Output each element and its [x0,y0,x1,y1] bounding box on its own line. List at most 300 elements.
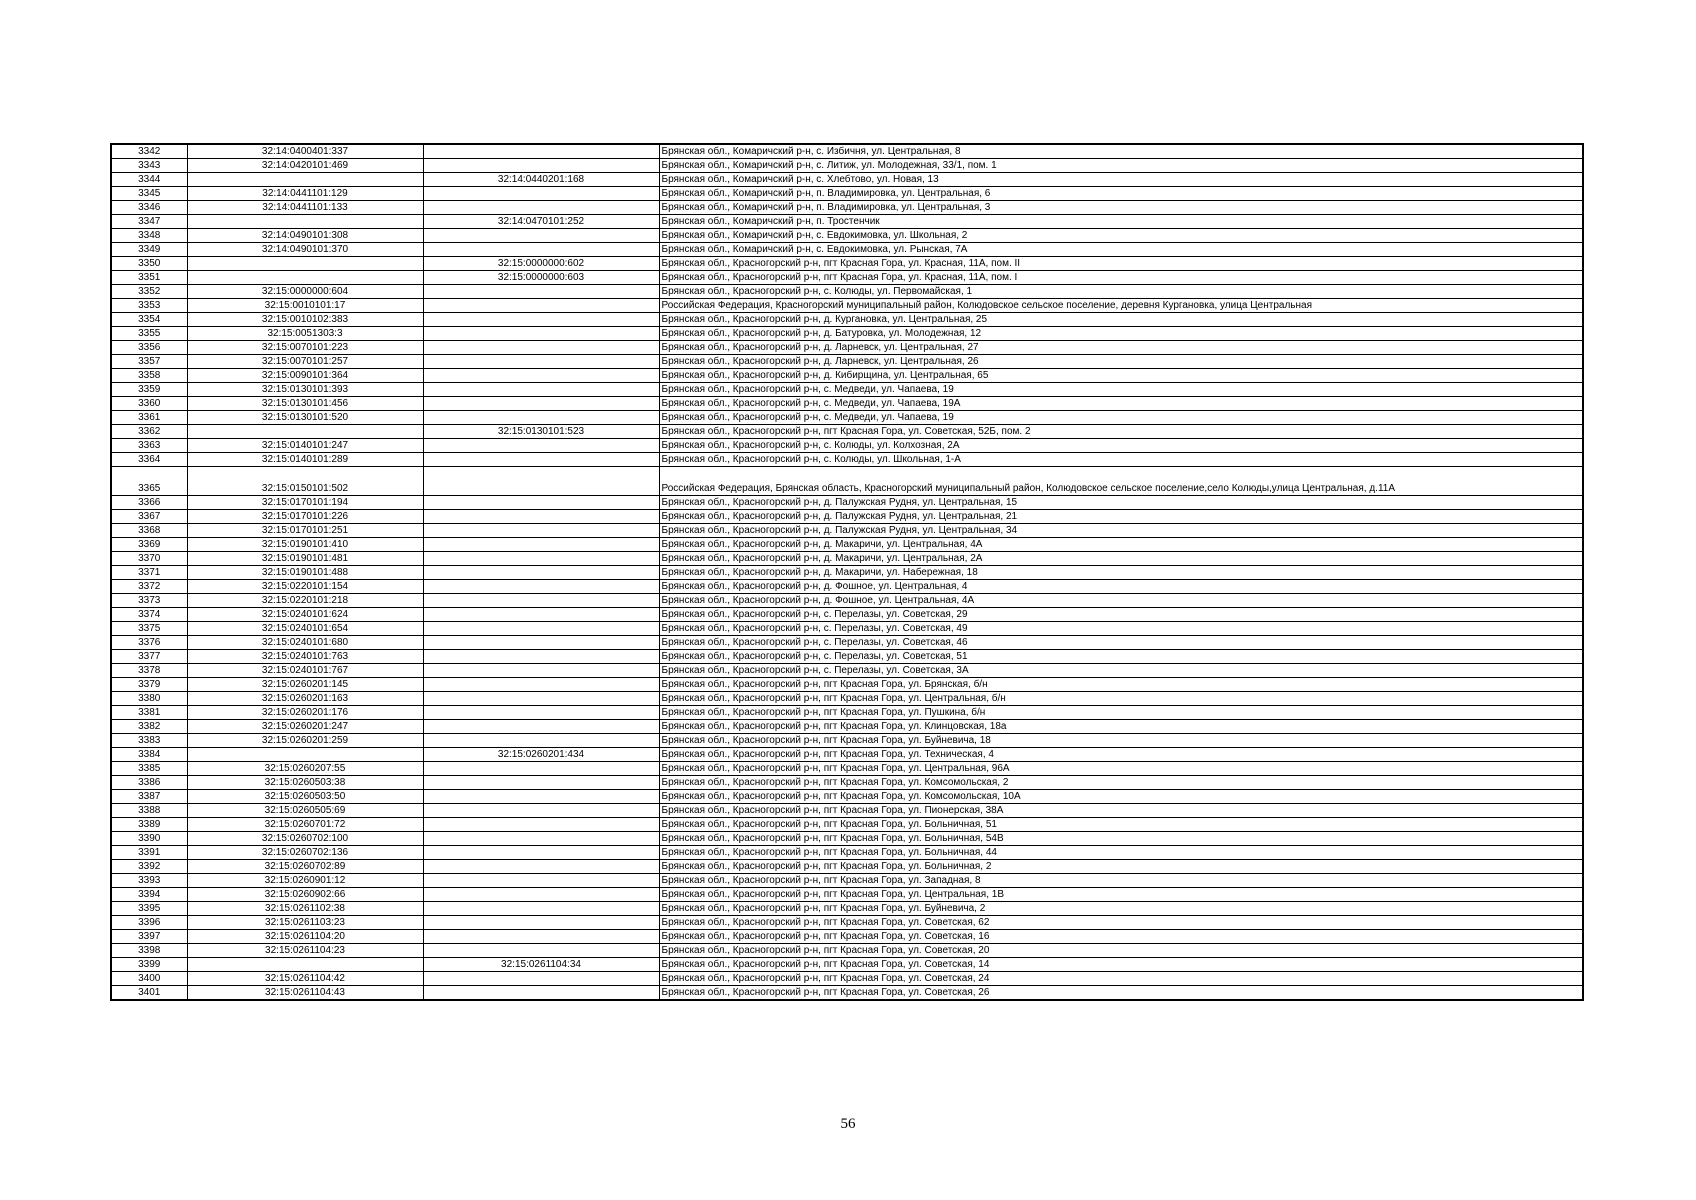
cadastral-number-cell: 32:15:0190101:410 [187,538,423,552]
cadastral-number-alt-cell [423,790,659,804]
cadastral-number-cell: 32:15:0220101:218 [187,594,423,608]
table-row [111,299,1583,313]
table-row [111,860,1583,874]
row-number-cell: 3344 [111,173,187,187]
table-row [111,425,1583,439]
address-cell: Брянская обл., Красногорский р-н, пгт Красная Гора, ул. Советская, 24 [659,972,1583,986]
table-row [111,467,1583,496]
table-row [111,902,1583,916]
address-cell: Брянская обл., Красногорский р-н, пгт Красная Гора, ул. Клинцовская, 18а [659,720,1583,734]
row-number-cell: 3352 [111,285,187,299]
row-number-cell: 3365 [111,467,187,496]
cadastral-number-alt-cell [423,355,659,369]
address-cell: Брянская обл., Красногорский р-н, пгт Красная Гора, ул. Больничная, 54В [659,832,1583,846]
cadastral-number-alt-cell [423,930,659,944]
address-cell: Брянская обл., Красногорский р-н, с. Колюды, ул. Школьная, 1-А [659,453,1583,467]
row-number-cell: 3397 [111,930,187,944]
table-row [111,678,1583,692]
cadastral-number-alt-cell [423,285,659,299]
address-cell: Брянская обл., Красногорский р-н, пгт Красная Гора, ул. Советская, 20 [659,944,1583,958]
cadastral-number-alt-cell [423,944,659,958]
cadastral-number-alt-cell [423,159,659,173]
cadastral-number-cell: 32:15:0170101:194 [187,496,423,510]
table-row [111,930,1583,944]
registry-table-body [111,144,1583,1000]
row-number-cell: 3386 [111,776,187,790]
address-cell: Брянская обл., Красногорский р-н, д. Макаричи, ул. Набережная, 18 [659,566,1583,580]
cadastral-number-alt-cell [423,369,659,383]
cadastral-number-alt-cell [423,467,659,496]
address-cell: Брянская обл., Красногорский р-н, с. Перелазы, ул. Советская, 49 [659,622,1583,636]
row-number-cell: 3350 [111,257,187,271]
address-cell: Брянская обл., Красногорский р-н, с. Колюды, ул. Первомайская, 1 [659,285,1583,299]
address-cell: Брянская обл., Красногорский р-н, с. Медведи, ул. Чапаева, 19А [659,397,1583,411]
cadastral-number-alt-cell [423,453,659,467]
cadastral-number-cell: 32:15:0260503:50 [187,790,423,804]
address-cell: Брянская обл., Красногорский р-н, пгт Красная Гора, ул. Красная, 11А, пом. II [659,257,1583,271]
cadastral-number-alt-cell [423,608,659,622]
row-number-cell: 3389 [111,818,187,832]
address-cell: Брянская обл., Красногорский р-н, пгт Красная Гора, ул. Советская, 52Б, пом. 2 [659,425,1583,439]
address-cell: Брянская обл., Красногорский р-н, д. Палужская Рудня, ул. Центральная, 21 [659,510,1583,524]
cadastral-number-alt-cell [423,636,659,650]
cadastral-number-alt-cell [423,664,659,678]
row-number-cell: 3351 [111,271,187,285]
table-row [111,538,1583,552]
row-number-cell: 3374 [111,608,187,622]
cadastral-number-alt-cell [423,678,659,692]
address-cell: Брянская обл., Красногорский р-н, с. Колюды, ул. Колхозная, 2А [659,439,1583,453]
table-row [111,397,1583,411]
cadastral-number-alt-cell [423,229,659,243]
row-number-cell: 3355 [111,327,187,341]
table-row [111,187,1583,201]
row-number-cell: 3342 [111,144,187,159]
table-row [111,496,1583,510]
cadastral-number-alt-cell: 32:15:0000000:603 [423,271,659,285]
table-row [111,622,1583,636]
address-cell: Брянская обл., Красногорский р-н, д. Макаричи, ул. Центральная, 2А [659,552,1583,566]
table-row [111,790,1583,804]
row-number-cell: 3345 [111,187,187,201]
row-number-cell: 3370 [111,552,187,566]
cadastral-number-cell: 32:14:0420101:469 [187,159,423,173]
cadastral-number-cell: 32:15:0240101:624 [187,608,423,622]
cadastral-number-alt-cell [423,860,659,874]
cadastral-number-alt-cell [423,538,659,552]
cadastral-number-cell: 32:15:0140101:247 [187,439,423,453]
table-row [111,566,1583,580]
cadastral-number-alt-cell [423,439,659,453]
cadastral-number-cell: 32:15:0260201:247 [187,720,423,734]
cadastral-number-alt-cell [423,594,659,608]
table-row [111,776,1583,790]
table-row [111,986,1583,1001]
cadastral-number-alt-cell: 32:15:0261104:34 [423,958,659,972]
address-cell: Брянская обл., Красногорский р-н, д. Ларневск, ул. Центральная, 26 [659,355,1583,369]
cadastral-number-cell: 32:15:0000000:604 [187,285,423,299]
row-number-cell: 3371 [111,566,187,580]
cadastral-number-cell: 32:15:0260201:176 [187,706,423,720]
table-row [111,313,1583,327]
address-cell: Брянская обл., Красногорский р-н, с. Перелазы, ул. Советская, 46 [659,636,1583,650]
table-row [111,229,1583,243]
table-row [111,762,1583,776]
table-row [111,664,1583,678]
cadastral-number-alt-cell [423,916,659,930]
cadastral-number-cell: 32:15:0130101:520 [187,411,423,425]
table-row [111,944,1583,958]
row-number-cell: 3362 [111,425,187,439]
table-row [111,650,1583,664]
row-number-cell: 3360 [111,397,187,411]
cadastral-number-cell: 32:15:0260901:12 [187,874,423,888]
row-number-cell: 3361 [111,411,187,425]
cadastral-number-cell: 32:15:0070101:257 [187,355,423,369]
row-number-cell: 3378 [111,664,187,678]
table-row [111,355,1583,369]
cadastral-number-alt-cell [423,187,659,201]
address-cell: Брянская обл., Красногорский р-н, пгт Красная Гора, ул. Красная, 11А, пом. I [659,271,1583,285]
address-cell: Брянская обл., Красногорский р-н, пгт Красная Гора, ул. Советская, 62 [659,916,1583,930]
address-cell: Брянская обл., Красногорский р-н, с. Перелазы, ул. Советская, 51 [659,650,1583,664]
cadastral-number-alt-cell [423,524,659,538]
row-number-cell: 3347 [111,215,187,229]
address-cell: Брянская обл., Красногорский р-н, д. Макаричи, ул. Центральная, 4А [659,538,1583,552]
row-number-cell: 3343 [111,159,187,173]
table-row [111,327,1583,341]
row-number-cell: 3368 [111,524,187,538]
address-cell: Брянская обл., Комаричский р-н, с. Хлебтово, ул. Новая, 13 [659,173,1583,187]
cadastral-number-alt-cell [423,692,659,706]
cadastral-number-cell: 32:15:0260503:38 [187,776,423,790]
address-cell: Брянская обл., Красногорский р-н, пгт Красная Гора, ул. Больничная, 44 [659,846,1583,860]
row-number-cell: 3385 [111,762,187,776]
cadastral-number-alt-cell [423,313,659,327]
cadastral-number-alt-cell [423,846,659,860]
cadastral-number-cell: 32:15:0260201:163 [187,692,423,706]
table-row [111,888,1583,902]
cadastral-number-cell: 32:15:0170101:251 [187,524,423,538]
row-number-cell: 3367 [111,510,187,524]
cadastral-number-alt-cell [423,411,659,425]
cadastral-number-alt-cell [423,566,659,580]
cadastral-number-alt-cell: 32:15:0260201:434 [423,748,659,762]
cadastral-number-cell: 32:15:0070101:223 [187,341,423,355]
cadastral-number-alt-cell [423,341,659,355]
table-row [111,510,1583,524]
table-row [111,257,1583,271]
table-row [111,846,1583,860]
address-cell: Брянская обл., Красногорский р-н, д. Палужская Рудня, ул. Центральная, 15 [659,496,1583,510]
cadastral-number-cell: 32:15:0130101:393 [187,383,423,397]
cadastral-number-cell: 32:15:0170101:226 [187,510,423,524]
row-number-cell: 3401 [111,986,187,1001]
cadastral-number-cell: 32:15:0261102:38 [187,902,423,916]
address-cell: Брянская обл., Красногорский р-н, пгт Красная Гора, ул. Больничная, 51 [659,818,1583,832]
cadastral-number-cell: 32:15:0260701:72 [187,818,423,832]
cadastral-number-alt-cell: 32:14:0440201:168 [423,173,659,187]
row-number-cell: 3363 [111,439,187,453]
address-cell: Брянская обл., Комаричский р-н, п. Владимировка, ул. Центральная, 3 [659,201,1583,215]
table-row [111,285,1583,299]
cadastral-number-cell [187,271,423,285]
row-number-cell: 3366 [111,496,187,510]
cadastral-number-alt-cell [423,580,659,594]
cadastral-number-cell: 32:15:0130101:456 [187,397,423,411]
cadastral-number-cell: 32:15:0260207:55 [187,762,423,776]
cadastral-number-cell: 32:14:0490101:370 [187,243,423,257]
row-number-cell: 3357 [111,355,187,369]
cadastral-number-alt-cell: 32:14:0470101:252 [423,215,659,229]
row-number-cell: 3375 [111,622,187,636]
cadastral-number-alt-cell [423,776,659,790]
cadastral-number-alt-cell [423,622,659,636]
cadastral-number-alt-cell [423,510,659,524]
address-cell: Брянская обл., Красногорский р-н, пгт Красная Гора, ул. Центральная, б/н [659,692,1583,706]
row-number-cell: 3349 [111,243,187,257]
table-row [111,706,1583,720]
address-cell: Брянская обл., Красногорский р-н, пгт Красная Гора, ул. Буйневича, 2 [659,902,1583,916]
table-row [111,804,1583,818]
table-row [111,383,1583,397]
cadastral-number-alt-cell [423,972,659,986]
address-cell: Брянская обл., Комаричский р-н, п. Тростенчик [659,215,1583,229]
row-number-cell: 3400 [111,972,187,986]
cadastral-number-cell: 32:15:0240101:654 [187,622,423,636]
address-cell: Брянская обл., Красногорский р-н, пгт Красная Гора, ул. Западная, 8 [659,874,1583,888]
table-row [111,173,1583,187]
table-row [111,215,1583,229]
cadastral-number-alt-cell [423,902,659,916]
cadastral-number-cell: 32:15:0260201:259 [187,734,423,748]
row-number-cell: 3364 [111,453,187,467]
cadastral-number-cell [187,257,423,271]
cadastral-number-alt-cell [423,397,659,411]
address-cell: Брянская обл., Красногорский р-н, д. Кибирщина, ул. Центральная, 65 [659,369,1583,383]
row-number-cell: 3346 [111,201,187,215]
cadastral-number-alt-cell [423,383,659,397]
address-cell: Брянская обл., Красногорский р-н, д. Кургановка, ул. Центральная, 25 [659,313,1583,327]
cadastral-number-cell: 32:15:0260702:100 [187,832,423,846]
cadastral-number-cell [187,425,423,439]
cadastral-number-alt-cell [423,734,659,748]
cadastral-number-alt-cell [423,986,659,1001]
row-number-cell: 3353 [111,299,187,313]
cadastral-number-cell: 32:15:0010102:383 [187,313,423,327]
page-number: 56 [840,1116,856,1132]
registry-table [110,143,1584,1001]
table-row [111,144,1583,159]
address-cell: Российская Федерация, Брянская область, Красногорский муниципальный район, Колюдовское сельское поселение,село Колюды,улица Центральная, д.11А [659,467,1583,496]
address-cell: Брянская обл., Красногорский р-н, пгт Красная Гора, ул. Советская, 14 [659,958,1583,972]
address-cell: Брянская обл., Красногорский р-н, пгт Красная Гора, ул. Центральная, 1В [659,888,1583,902]
address-cell: Брянская обл., Красногорский р-н, пгт Красная Гора, ул. Брянская, б/н [659,678,1583,692]
row-number-cell: 3372 [111,580,187,594]
cadastral-number-cell [187,173,423,187]
address-cell: Брянская обл., Красногорский р-н, д. Ларневск, ул. Центральная, 27 [659,341,1583,355]
cadastral-number-cell: 32:14:0490101:308 [187,229,423,243]
table-row [111,439,1583,453]
table-row [111,818,1583,832]
cadastral-number-cell: 32:15:0260902:66 [187,888,423,902]
table-row [111,916,1583,930]
table-row [111,874,1583,888]
cadastral-number-alt-cell [423,650,659,664]
row-number-cell: 3377 [111,650,187,664]
row-number-cell: 3399 [111,958,187,972]
row-number-cell: 3356 [111,341,187,355]
table-row [111,243,1583,257]
cadastral-number-cell [187,748,423,762]
cadastral-number-alt-cell [423,804,659,818]
cadastral-number-cell [187,958,423,972]
address-cell: Брянская обл., Красногорский р-н, д. Батуровка, ул. Молодежная, 12 [659,327,1583,341]
row-number-cell: 3359 [111,383,187,397]
row-number-cell: 3381 [111,706,187,720]
row-number-cell: 3354 [111,313,187,327]
cadastral-number-cell: 32:15:0240101:680 [187,636,423,650]
cadastral-number-alt-cell [423,720,659,734]
cadastral-number-cell: 32:15:0260702:136 [187,846,423,860]
cadastral-number-alt-cell [423,496,659,510]
row-number-cell: 3395 [111,902,187,916]
cadastral-number-cell: 32:15:0150101:502 [187,467,423,496]
cadastral-number-alt-cell [423,552,659,566]
table-row [111,453,1583,467]
address-cell: Брянская обл., Красногорский р-н, пгт Красная Гора, ул. Советская, 26 [659,986,1583,1001]
cadastral-number-cell: 32:14:0441101:133 [187,201,423,215]
row-number-cell: 3390 [111,832,187,846]
row-number-cell: 3391 [111,846,187,860]
table-row [111,972,1583,986]
cadastral-number-cell: 32:15:0260505:69 [187,804,423,818]
row-number-cell: 3393 [111,874,187,888]
address-cell: Брянская обл., Красногорский р-н, пгт Красная Гора, ул. Пионерская, 38А [659,804,1583,818]
address-cell: Брянская обл., Комаричский р-н, с. Литиж, ул. Молодежная, 33/1, пом. 1 [659,159,1583,173]
table-row [111,692,1583,706]
row-number-cell: 3369 [111,538,187,552]
cadastral-number-alt-cell [423,888,659,902]
table-row [111,958,1583,972]
address-cell: Брянская обл., Красногорский р-н, с. Медведи, ул. Чапаева, 19 [659,411,1583,425]
cadastral-number-alt-cell [423,832,659,846]
table-row [111,552,1583,566]
row-number-cell: 3373 [111,594,187,608]
cadastral-number-alt-cell [423,762,659,776]
row-number-cell: 3379 [111,678,187,692]
address-cell: Брянская обл., Комаричский р-н, с. Евдокимовка, ул. Школьная, 2 [659,229,1583,243]
table-row [111,594,1583,608]
address-cell: Брянская обл., Красногорский р-н, пгт Красная Гора, ул. Пушкина, б/н [659,706,1583,720]
table-row [111,159,1583,173]
address-cell: Брянская обл., Красногорский р-н, с. Перелазы, ул. Советская, 29 [659,608,1583,622]
address-cell: Брянская обл., Красногорский р-н, пгт Красная Гора, ул. Центральная, 96А [659,762,1583,776]
cadastral-number-alt-cell [423,706,659,720]
row-number-cell: 3376 [111,636,187,650]
cadastral-number-cell: 32:15:0260201:145 [187,678,423,692]
table-row [111,832,1583,846]
cadastral-number-cell: 32:15:0260702:89 [187,860,423,874]
row-number-cell: 3348 [111,229,187,243]
cadastral-number-cell: 32:15:0261104:23 [187,944,423,958]
cadastral-number-cell [187,215,423,229]
table-row [111,524,1583,538]
table-row [111,201,1583,215]
cadastral-number-alt-cell: 32:15:0130101:523 [423,425,659,439]
cadastral-number-alt-cell [423,874,659,888]
address-cell: Брянская обл., Комаричский р-н, с. Избичня, ул. Центральная, 8 [659,144,1583,159]
address-cell: Брянская обл., Красногорский р-н, пгт Красная Гора, ул. Комсомольская, 10А [659,790,1583,804]
row-number-cell: 3398 [111,944,187,958]
row-number-cell: 3384 [111,748,187,762]
address-cell: Брянская обл., Красногорский р-н, д. Фошное, ул. Центральная, 4 [659,580,1583,594]
address-cell: Российская Федерация, Красногорский муниципальный район, Колюдовское сельское поселение, деревня Кургановка, улица Центральная [659,299,1583,313]
table-row [111,580,1583,594]
address-cell: Брянская обл., Красногорский р-н, с. Перелазы, ул. Советская, 3А [659,664,1583,678]
address-cell: Брянская обл., Красногорский р-н, пгт Красная Гора, ул. Техническая, 4 [659,748,1583,762]
table-row [111,636,1583,650]
row-number-cell: 3396 [111,916,187,930]
cadastral-number-cell: 32:15:0261103:23 [187,916,423,930]
cadastral-number-alt-cell: 32:15:0000000:602 [423,257,659,271]
cadastral-number-alt-cell [423,243,659,257]
table-row [111,271,1583,285]
row-number-cell: 3388 [111,804,187,818]
row-number-cell: 3387 [111,790,187,804]
cadastral-number-alt-cell [423,144,659,159]
cadastral-number-alt-cell [423,818,659,832]
cadastral-number-cell: 32:15:0190101:481 [187,552,423,566]
row-number-cell: 3358 [111,369,187,383]
table-row [111,369,1583,383]
cadastral-number-cell: 32:15:0140101:289 [187,453,423,467]
cadastral-number-cell: 32:15:0240101:763 [187,650,423,664]
table-row [111,720,1583,734]
row-number-cell: 3392 [111,860,187,874]
table-row [111,341,1583,355]
row-number-cell: 3382 [111,720,187,734]
address-cell: Брянская обл., Красногорский р-н, д. Палужская Рудня, ул. Центральная, 34 [659,524,1583,538]
cadastral-number-cell: 32:15:0240101:767 [187,664,423,678]
row-number-cell: 3394 [111,888,187,902]
address-cell: Брянская обл., Красногорский р-н, пгт Красная Гора, ул. Советская, 16 [659,930,1583,944]
table-row [111,734,1583,748]
address-cell: Брянская обл., Красногорский р-н, с. Медведи, ул. Чапаева, 19 [659,383,1583,397]
cadastral-number-cell: 32:14:0441101:129 [187,187,423,201]
row-number-cell: 3383 [111,734,187,748]
address-cell: Брянская обл., Красногорский р-н, д. Фошное, ул. Центральная, 4А [659,594,1583,608]
table-row [111,748,1583,762]
cadastral-number-cell: 32:14:0400401:337 [187,144,423,159]
cadastral-number-cell: 32:15:0261104:42 [187,972,423,986]
address-cell: Брянская обл., Красногорский р-н, пгт Красная Гора, ул. Больничная, 2 [659,860,1583,874]
row-number-cell: 3380 [111,692,187,706]
address-cell: Брянская обл., Красногорский р-н, пгт Красная Гора, ул. Буйневича, 18 [659,734,1583,748]
cadastral-number-alt-cell [423,201,659,215]
address-cell: Брянская обл., Комаричский р-н, п. Владимировка, ул. Центральная, 6 [659,187,1583,201]
cadastral-number-cell: 32:15:0220101:154 [187,580,423,594]
table-row [111,411,1583,425]
cadastral-number-cell: 32:15:0190101:488 [187,566,423,580]
cadastral-number-cell: 32:15:0261104:43 [187,986,423,1001]
address-cell: Брянская обл., Комаричский р-н, с. Евдокимовка, ул. Рынская, 7А [659,243,1583,257]
cadastral-number-cell: 32:15:0051303:3 [187,327,423,341]
cadastral-number-alt-cell [423,327,659,341]
cadastral-number-alt-cell [423,299,659,313]
cadastral-number-cell: 32:15:0010101:17 [187,299,423,313]
cadastral-number-cell: 32:15:0261104:20 [187,930,423,944]
